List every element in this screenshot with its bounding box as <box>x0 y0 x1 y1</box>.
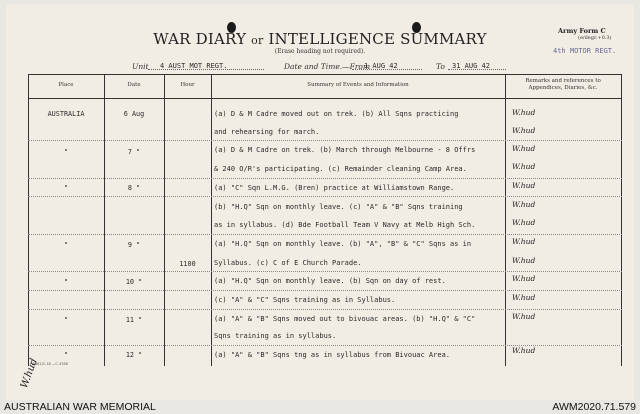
unit-label: Unit <box>132 62 149 71</box>
row-summary-line1: (b) "H.Q" Sqn on monthly leave. (c) "A" & "B" Sqns training <box>214 203 463 211</box>
row-date: 7 " <box>127 148 141 156</box>
footer-accession-number: AWM2020.71.579 <box>552 401 636 413</box>
row-summary-line2: Sqns training as in syllabus. <box>214 332 337 340</box>
row-summary-line1: (a) "A" & "B" Sqns tng as in syllabus from Bivouac Area. <box>214 351 451 359</box>
col-header-summary: Summary of Events and Information <box>307 82 409 88</box>
row-separator <box>28 178 622 179</box>
erase-note: (Erase heading not required). <box>274 48 366 55</box>
date-hour-divider <box>164 74 165 366</box>
row-initials: W.hud <box>512 274 536 283</box>
unit-stamp: 4th MOTOR REGT. <box>553 47 617 55</box>
row-initials: W.hud <box>512 200 536 209</box>
row-place: " <box>63 184 69 192</box>
row-date: 11 " <box>125 316 143 324</box>
row-hour: 1100 <box>179 260 196 268</box>
row-summary-line2: & 240 O/R's participating. (c) Remainder cleaning Camp Area. <box>214 165 467 173</box>
row-summary-line1: (a) "H.Q" Sqn on monthly leave. (b) Sqn on day of rest. <box>214 277 446 285</box>
row-separator <box>28 140 622 141</box>
title-intelligence-summary: INTELLIGENCE SUMMARY <box>268 30 487 48</box>
to-label: To <box>436 62 445 71</box>
army-form-label: Army Form C <box>558 27 606 35</box>
row-separator <box>28 309 622 310</box>
row-initials: W.hud <box>512 108 536 117</box>
table-header-border <box>28 98 622 99</box>
table-top-border <box>28 74 622 75</box>
date-from-value: 1 AUG 42 <box>364 62 398 70</box>
col-header-date: Date <box>127 82 141 88</box>
row-initials: W.hud <box>512 126 536 135</box>
row-separator <box>28 290 622 291</box>
row-place: " <box>63 148 69 156</box>
date-label: Date and Time.—From <box>284 62 371 71</box>
hour-summary-divider <box>211 74 212 366</box>
row-initials: W.hud <box>512 218 536 227</box>
row-initials: W.hud <box>512 181 536 190</box>
army-form-sub: (e/degr.+0.3) <box>578 35 612 41</box>
row-initials: W.hud <box>512 256 536 265</box>
col-header-place: Place <box>58 82 74 88</box>
unit-value: 4 AUST MOT REGT. <box>160 62 228 70</box>
row-initials: W.hud <box>512 144 536 153</box>
row-summary-line1: (a) D & M Cadre on trek. (b) March through Melbourne - 8 Offrs <box>214 146 476 154</box>
row-summary-line1: (c) "A" & "C" Sqns training as in Syllabus. <box>214 296 396 304</box>
col-header-hour: Hour <box>180 82 195 88</box>
row-date: 8 " <box>127 184 141 192</box>
col-header-remarks: Remarks and references to Appendices, Diaries, &c. <box>525 78 601 91</box>
row-initials: W.hud <box>512 346 536 355</box>
form-number: P.3481/C.18 —C.4788 <box>30 362 68 366</box>
row-summary-line2: and rehearsing for march. <box>214 128 320 136</box>
row-initials: W.hud <box>512 162 536 171</box>
row-place: AUSTRALIA <box>47 110 85 118</box>
row-separator <box>28 234 622 235</box>
diary-title <box>0 30 640 48</box>
row-place: " <box>63 351 69 359</box>
row-summary-line2: as in syllabus. (d) Bde Football Team V Navy at Melb High Sch. <box>214 221 476 229</box>
title-or: or <box>251 34 264 47</box>
row-initials: W.hud <box>512 237 536 246</box>
date-to-value: 31 AUG 42 <box>452 62 490 70</box>
row-initials: W.hud <box>512 312 536 321</box>
summary-remarks-divider <box>505 74 506 366</box>
row-place: " <box>63 278 69 286</box>
row-summary-line1: (a) D & M Cadre moved out on trek. (b) All Sqns practicing <box>214 110 459 118</box>
row-summary-line1: (a) "H.Q" Sqn on monthly leave. (b) "A", "B" & "C" Sqns as in <box>214 240 472 248</box>
row-separator <box>28 271 622 272</box>
row-place: " <box>63 241 69 249</box>
row-date: 12 " <box>125 351 143 359</box>
table-right-border <box>621 74 622 366</box>
row-date: 10 " <box>125 278 143 286</box>
title-war-diary: WAR DIARY <box>153 30 247 48</box>
row-place: " <box>63 316 69 324</box>
row-date: 9 " <box>127 241 141 249</box>
footer-institution: AUSTRALIAN WAR MEMORIAL <box>4 401 156 413</box>
row-initials: W.hud <box>512 293 536 302</box>
row-separator <box>28 196 622 197</box>
row-date: 6 Aug <box>123 110 145 118</box>
margin-signature: W.hud <box>19 357 40 390</box>
row-summary-line1: (a) "C" Sqn L.M.G. (Bren) practice at Williamstown Range. <box>214 184 455 192</box>
row-summary-line2: Syllabus. (c) C of E Church Parade. <box>214 259 362 267</box>
row-summary-line1: (a) "A" & "B" Sqns moved out to bivouac areas. (b) "H.Q" & "C" <box>214 315 476 323</box>
